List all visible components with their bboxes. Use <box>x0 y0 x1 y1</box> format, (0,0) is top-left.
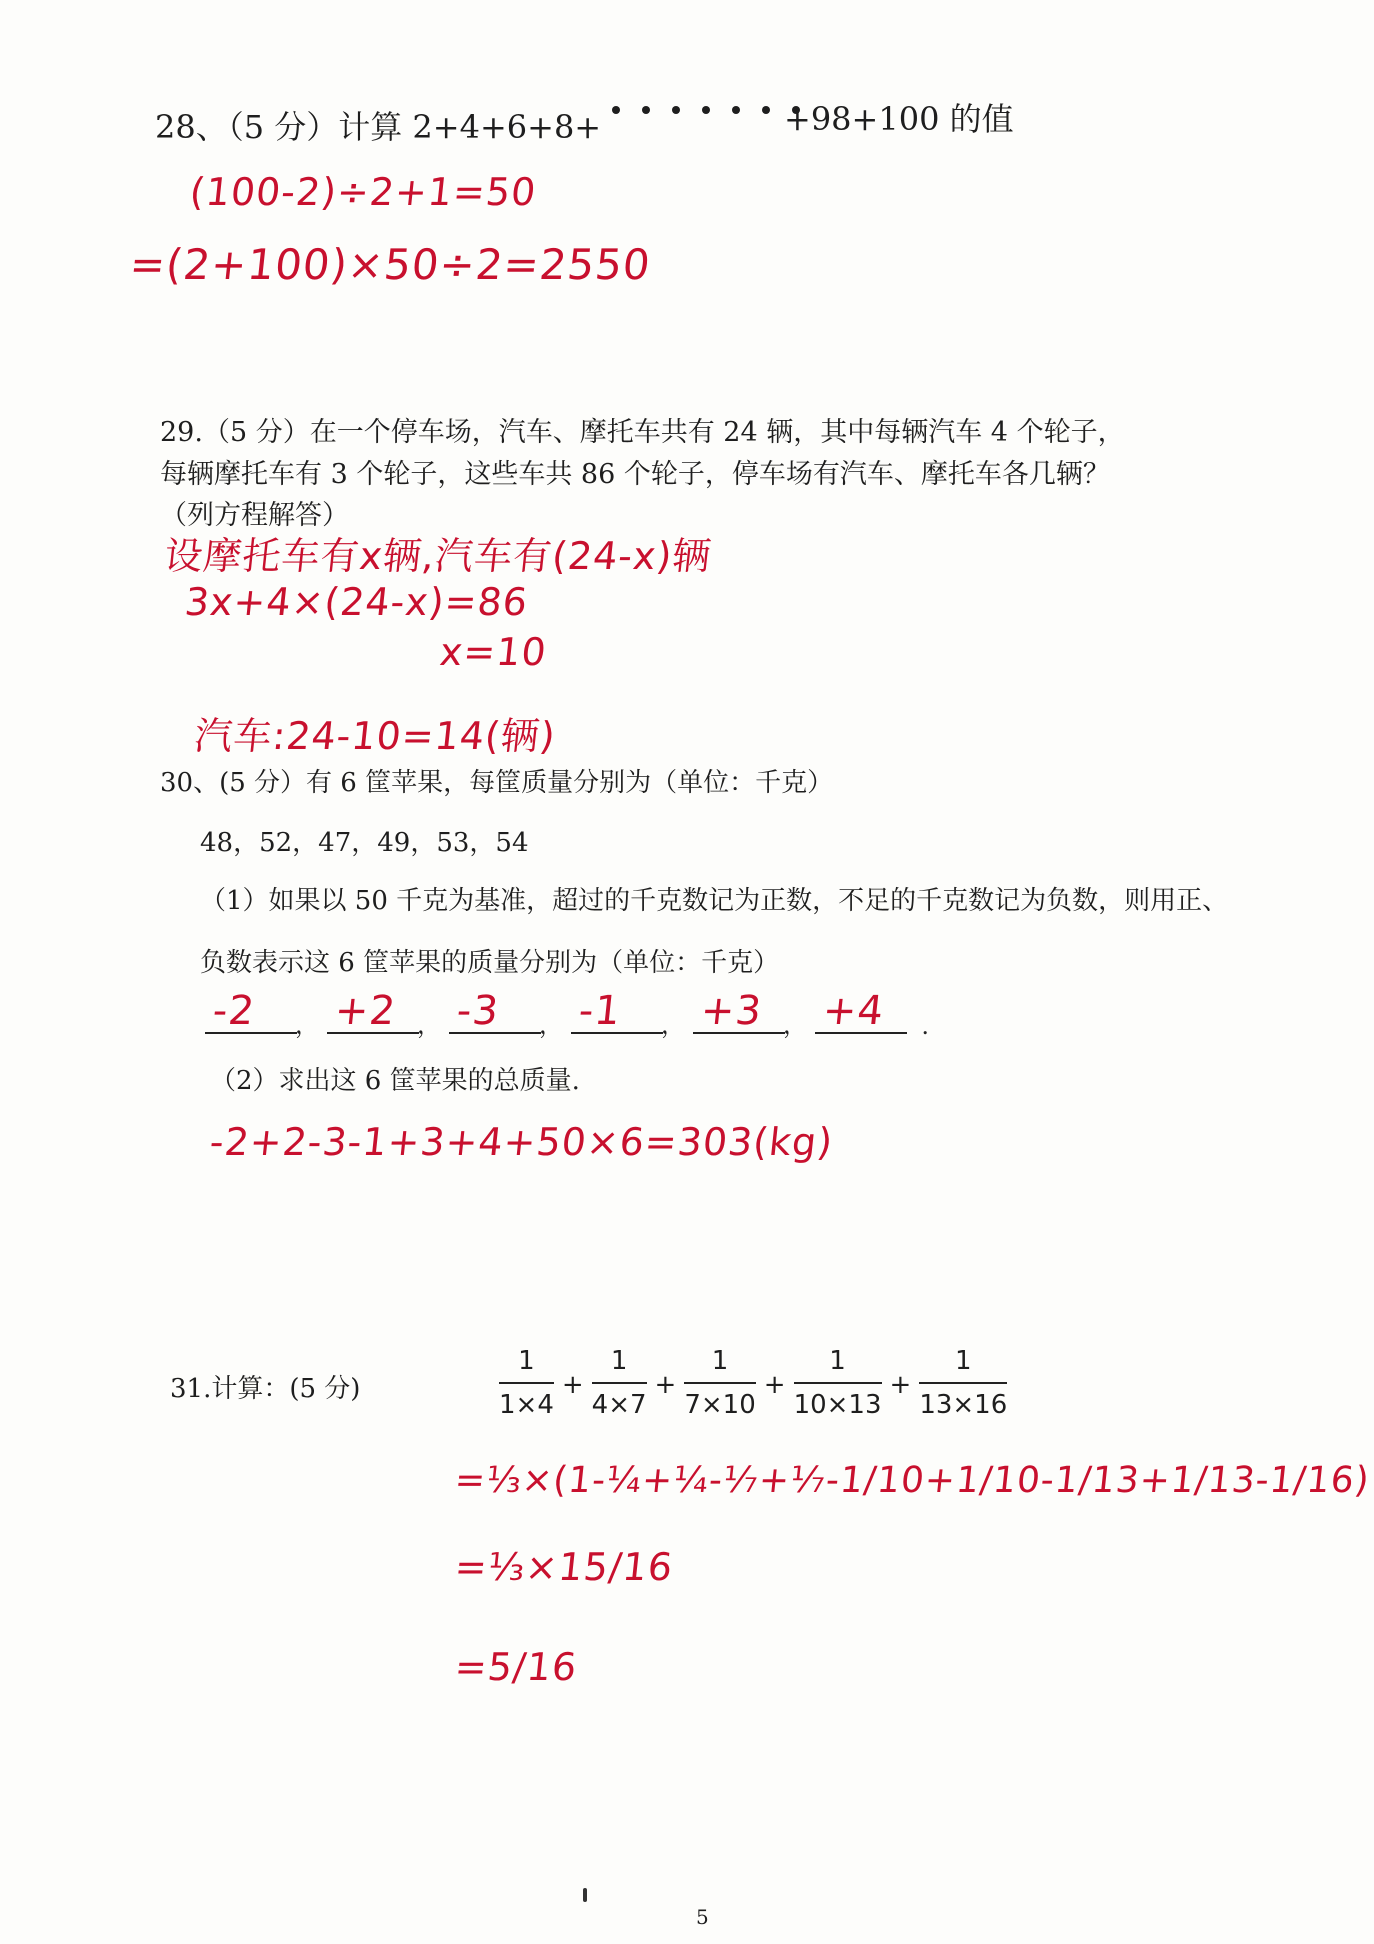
q28-answer-line-2: =(2+100)×50÷2=2550 <box>127 240 654 289</box>
dot <box>762 106 770 114</box>
q30-part1-line-2: 负数表示这 6 筐苹果的质量分别为（单位：千克） <box>200 948 780 978</box>
q28-prompt-start: 28、（5 分）计算 2+4+6+8+ <box>155 108 602 146</box>
dot <box>612 106 620 114</box>
denominator: 4×7 <box>592 1382 647 1420</box>
plus-sign: + <box>889 1370 912 1400</box>
answer-blank[interactable] <box>693 982 807 1039</box>
page-number: 5 <box>696 1905 709 1929</box>
blank-separator: . <box>921 1012 929 1040</box>
q31-expression <box>495 1346 1011 1420</box>
answer-blank[interactable] <box>205 982 319 1039</box>
blank-answer: +2 <box>332 988 399 1034</box>
dot <box>672 106 680 114</box>
q29-answer-line-4: 汽车:24-10=14(辆) <box>192 714 559 758</box>
blank-answer: -1 <box>576 988 624 1034</box>
denominator: 13×16 <box>919 1382 1007 1420</box>
q29-answer-line-1: 设摩托车有x辆,汽车有(24-x)辆 <box>162 534 714 578</box>
q31-answer-line-3: =5/16 <box>452 1645 580 1689</box>
denominator: 7×10 <box>684 1382 755 1420</box>
blank-separator: ， <box>417 1011 441 1039</box>
fraction <box>680 1346 759 1420</box>
blank-separator: ， <box>295 1011 319 1039</box>
q29-answer-line-2: 3x+4×(24-x)=86 <box>182 580 531 624</box>
ink-mark <box>583 1888 587 1902</box>
q31-answer-line-1: =⅓×(1-¼+¼-⅐+⅐-1/10+1/10-1/13+1/13-1/16) <box>452 1460 1372 1501</box>
q28-prompt-end: +98+100 的值 <box>784 100 1014 138</box>
numerator: 1 <box>829 1346 846 1376</box>
fraction <box>790 1346 886 1420</box>
plus-sign: + <box>654 1370 677 1400</box>
q28-answer-line-1: (100-2)÷2+1=50 <box>187 170 539 214</box>
answer-blank[interactable] <box>815 982 929 1040</box>
numerator: 1 <box>610 1346 628 1376</box>
answer-blank[interactable] <box>571 982 685 1039</box>
blank-separator: ， <box>783 1011 807 1039</box>
denominator: 1×4 <box>499 1382 554 1420</box>
q29-prompt-line-2: 每辆摩托车有 3 个轮子，这些车共 86 个轮子，停车场有汽车、摩托车各几辆？ <box>160 459 1110 490</box>
answer-blank[interactable] <box>449 982 563 1039</box>
blank-separator: ， <box>661 1011 685 1039</box>
q29-answer-line-3: x=10 <box>437 630 549 674</box>
q31-prompt: 31.计算：(5 分) <box>170 1374 361 1404</box>
plus-sign: + <box>561 1370 584 1400</box>
plus-sign: + <box>763 1370 786 1400</box>
q30-part2: （2）求出这 6 筐苹果的总质量. <box>210 1066 580 1096</box>
dot <box>732 106 740 114</box>
numerator: 1 <box>955 1346 972 1376</box>
blank-answer: -3 <box>454 988 502 1034</box>
blank-separator: ， <box>539 1011 563 1039</box>
answer-blank[interactable] <box>327 982 441 1039</box>
fraction <box>588 1346 651 1420</box>
numerator: 1 <box>518 1346 535 1376</box>
q29-prompt-line-1: 29.（5 分）在一个停车场，汽车、摩托车共有 24 辆，其中每辆汽车 4 个轮子， <box>160 417 1125 448</box>
fraction <box>915 1346 1011 1420</box>
q30-values: 48，52，47，49，53，54 <box>200 828 529 858</box>
q31-answer-line-2: =⅓×15/16 <box>452 1545 676 1589</box>
dot <box>702 106 710 114</box>
ellipsis-dots <box>612 106 800 114</box>
q30-total-answer: -2+2-3-1+3+4+50×6=303(kg) <box>207 1120 836 1164</box>
fraction <box>495 1346 558 1420</box>
q29-prompt-line-3: （列方程解答） <box>160 500 349 531</box>
denominator: 10×13 <box>794 1382 882 1420</box>
blank-answer: +4 <box>820 988 887 1034</box>
q30-part1-line-1: （1）如果以 50 千克为基准，超过的千克数记为正数，不足的千克数记为负数，则用正、 <box>200 886 1229 916</box>
q30-answer-blanks <box>205 982 937 1040</box>
dot <box>642 106 650 114</box>
blank-answer: +3 <box>698 988 765 1034</box>
q30-prompt: 30、(5 分）有 6 筐苹果，每筐质量分别为（单位：千克） <box>160 768 834 798</box>
blank-answer: -2 <box>210 988 258 1034</box>
numerator: 1 <box>711 1346 729 1376</box>
